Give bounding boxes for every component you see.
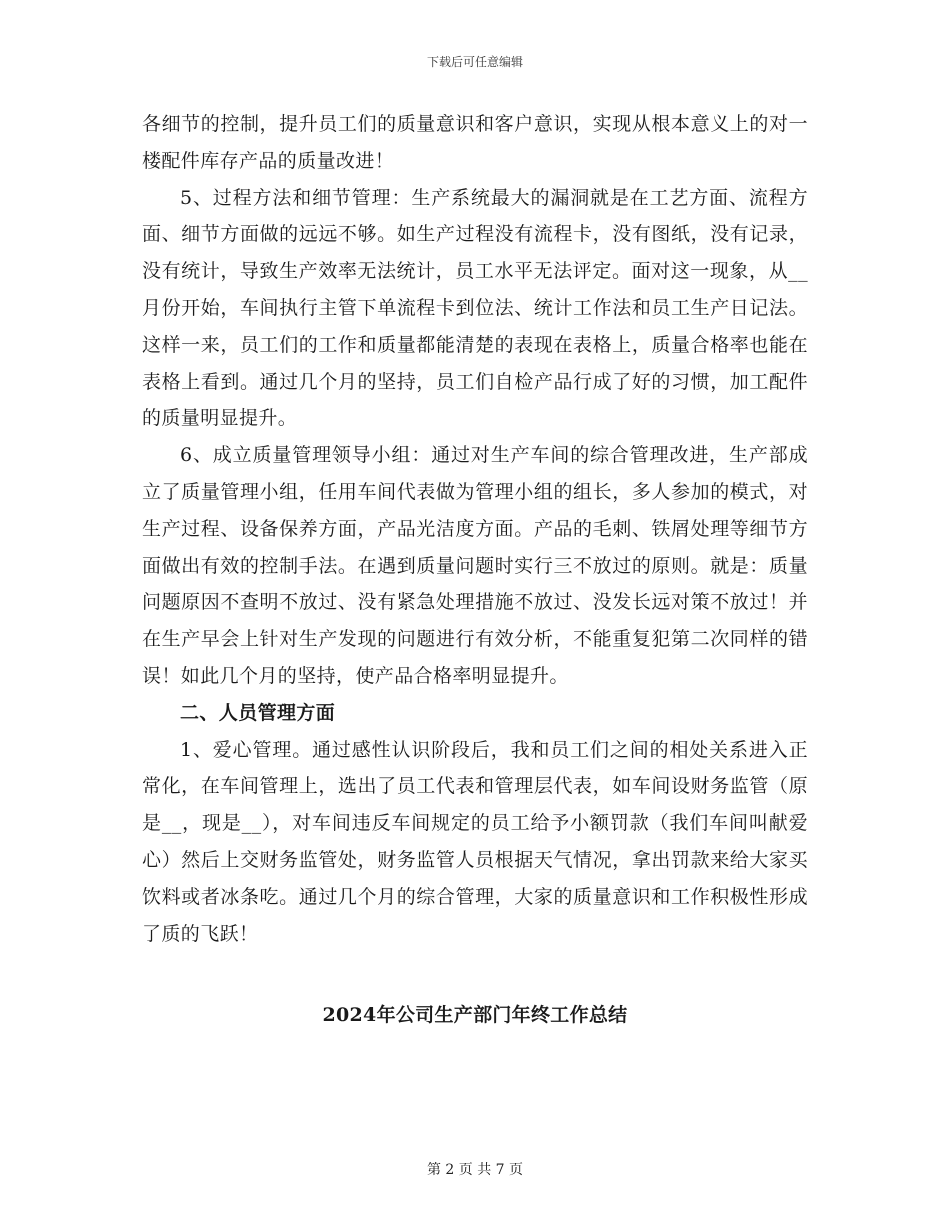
document-body <box>142 106 808 952</box>
document-title: 2024年公司生产部门年终工作总结 <box>322 1004 628 1026</box>
paragraph-item-5-process-management: 5、过程方法和细节管理：生产系统最大的漏洞就是在工艺方面、流程方面、细节方面做的远远不够。如生产过程没有流程卡，没有图纸，没有记录，没有统计，导致生产效率无法统计，员工水平无法评定。面对这一现象，从__月份开始，车间执行主管下单流程卡到位法、统计工作法和员工生产日记法。这样一来，员工们的工作和质量都能清楚的表现在表格上，质量合格率也能在表格上看到。通过几个月的坚持，员工们自检产品行成了好的习惯，加工配件的质量明显提升。 <box>142 186 808 430</box>
section-heading-personnel: 二、人员管理方面 <box>180 701 336 724</box>
page-header-note: 下载后可任意编辑 <box>426 55 523 69</box>
paragraph-continuation: 各细节的控制，提升员工们的质量意识和客户意识，实现从根本意义上的对一楼配件库存产品的质量改进！ <box>142 113 808 172</box>
page-number-footer: 第 2 页 共 7 页 <box>426 1162 524 1178</box>
paragraph-item-1-care-management: 1、爱心管理。通过感性认识阶段后，我和员工们之间的相处关系进入正常化，在车间管理上，选出了员工代表和管理层代表，如车间设财务监管（原是__，现是__），对车间违反车间规定的员工给予小额罚款（我们车间叫献爱心）然后上交财务监管处，财务监管人员根据天气情况，拿出罚款来给大家买饮料或者冰条吃。通过几个月的综合管理，大家的质量意识和工作积极性形成了质的飞跃！ <box>142 738 808 945</box>
paragraph-item-6-quality-team: 6、成立质量管理领导小组：通过对生产车间的综合管理改进，生产部成立了质量管理小组，任用车间代表做为管理小组的组长，多人参加的模式，对生产过程、设备保养方面，产品光洁度方面。产品的毛刺、铁屑处理等细节方面做出有效的控制手法。在遇到质量问题时实行三不放过的原则。就是：质量问题原因不查明不放过、没有紧急处理措施不放过、没发长远对策不放过！并在生产早会上针对生产发现的问题进行有效分析，不能重复犯第二次同样的错误！如此几个月的坚持，使产品合格率明显提升。 <box>142 444 808 687</box>
